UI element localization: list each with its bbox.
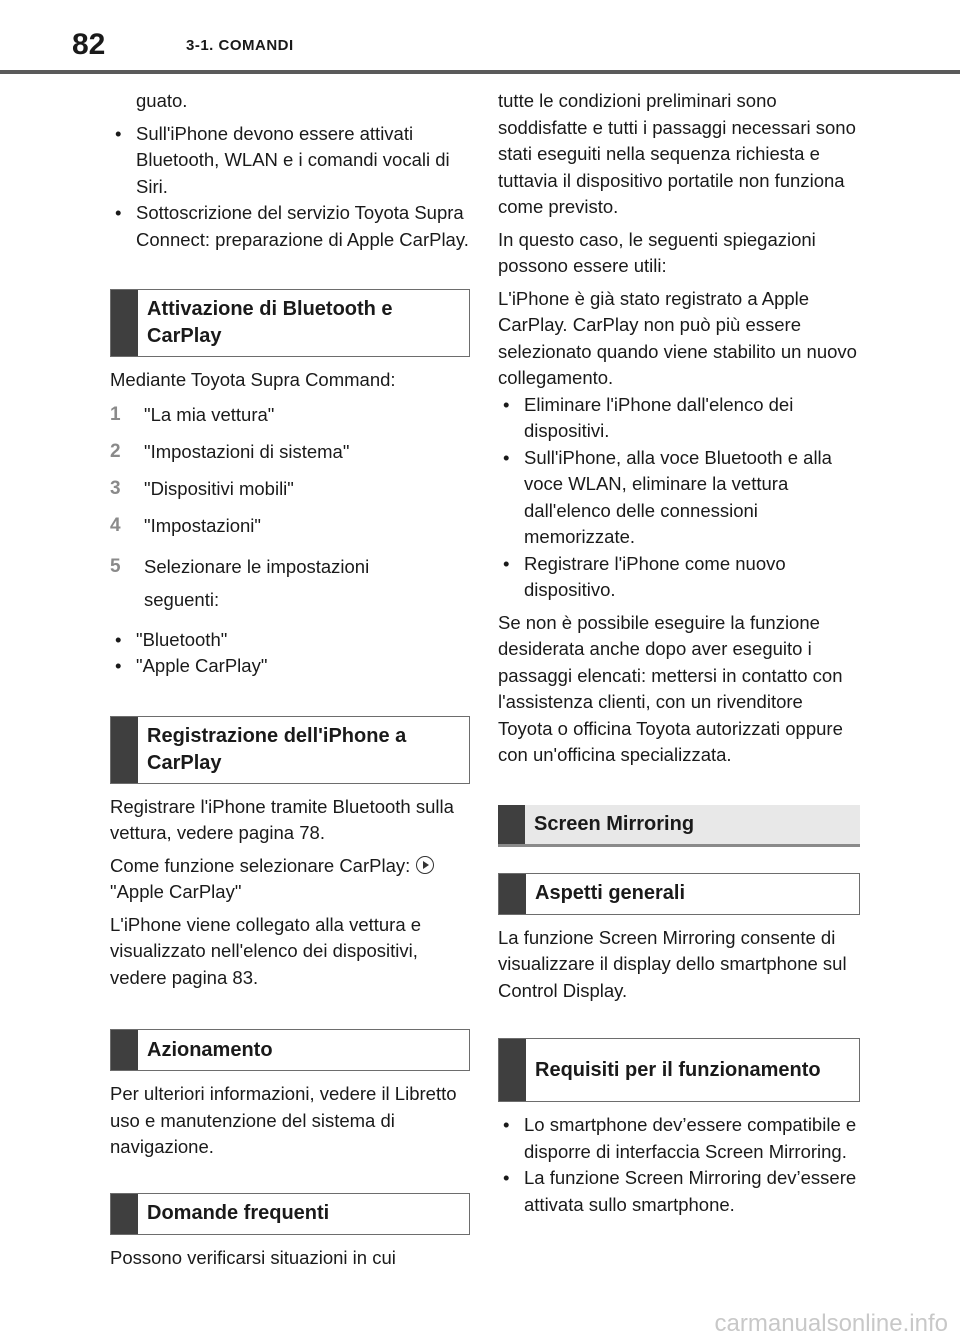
step-item [110,513,470,539]
list-item: • La funzione Screen Mirroring dev’essere attivata sullo smartphone. [498,1165,860,1218]
chapter-title: 3-1. COMANDI [186,37,294,54]
heading-text: Aspetti generali [535,882,686,904]
list-item: • Sull'iPhone, alla voce Bluetooth e alla voce WLAN, eliminare la vettura dall'elenco delle connessioni memorizzate. [498,445,860,551]
step-text: "La mia vettura" [144,403,275,425]
list-item: • "Apple CarPlay" [110,653,470,680]
right-column [498,88,860,1224]
paragraph: In questo caso, le seguenti spiegazioni possono essere utili: [498,228,816,276]
section-heading-bluetooth [110,289,470,357]
paragraph: La funzione Screen Mirroring consente di visualizzare il display dello smartphone sul Control Display. [498,926,847,1001]
paragraph-text: Come funzione selezionare CarPlay: [110,854,411,876]
step-text: "Impostazioni di sistema" [144,440,350,462]
heading-text: Domande frequenti [147,1202,330,1224]
step-number: 4 [110,514,121,536]
requirements-list [498,1112,860,1218]
step-text: Selezionare le impostazioni seguenti: [144,555,370,610]
step-number: 1 [110,403,121,425]
section-heading-faq [110,1193,470,1235]
paragraph: Possono verificarsi situazioni in cui [110,1246,396,1268]
section-heading-operation [110,1029,470,1071]
paragraph: L'iPhone è già stato registrato a Apple CarPlay. CarPlay non può più essere selezionato quando viene stabilito un nuovo collegamento. [498,287,857,388]
play-arrow-icon [416,856,434,874]
paragraph-text: "Apple CarPlay" [110,881,242,902]
section-heading-general [498,873,860,915]
heading-text: Azionamento [147,1038,273,1061]
paragraph: tutte le condizioni preliminari sono soddisfatte e tutti i passaggi necessari sono stati eseguiti nella sequenza richiesta e tuttavia il dispositivo portatile non funziona come previsto. [498,90,856,217]
paragraph: L'iPhone viene collegato alla vettura e visualizzato nell'elenco dei dispositivi, vedere pagina 83. [110,913,422,988]
list-item: • "Bluetooth" [110,627,470,654]
heading-text: Requisiti per il funzionamento [535,1058,821,1081]
step-item [110,439,470,465]
section-heading-registration [110,716,470,784]
left-column [110,88,470,1277]
step-text: "Dispositivi mobili" [144,477,294,499]
step-item [110,476,470,502]
heading-text: Screen Mirroring [534,812,695,835]
chapter-heading-screen-mirroring [498,805,860,847]
step-number: 5 [110,555,121,577]
step-item [110,402,470,428]
list-item: • Sull'iPhone devono essere attivati Bluetooth, WLAN e i comandi vocali di Siri. [110,121,470,201]
list-item: • Registrare l'iPhone come nuovo dispositivo. [498,551,860,604]
requirements-list [110,121,470,254]
settings-list [110,627,470,680]
paragraph: Per ulteriori informazioni, vedere il Libretto uso e manutenzione del sistema di navigazione. [110,1083,457,1157]
paragraph: Se non è possibile eseguire la funzione desiderata anche dopo aver eseguito i passaggi elencati: mettersi in contatto con l'assistenza clienti, con un rivenditore Toyota o officina Toyota autorizzati oppure con un'officina specializzata. [498,611,843,765]
header-rule [0,70,960,74]
paragraph: Registrare l'iPhone tramite Bluetooth sulla vettura, vedere pagina 78. [110,795,454,843]
paragraph: Mediante Toyota Supra Command: [110,369,396,390]
continued-text: guato. [136,90,188,111]
list-item: • Sottoscrizione del servizio Toyota Supra Connect: preparazione di Apple CarPlay. [110,200,470,253]
steps-list [110,402,470,616]
paragraph [110,853,470,906]
step-text: "Impostazioni" [144,514,261,536]
step-number: 2 [110,440,121,462]
step-number: 3 [110,477,121,499]
step-item [110,550,470,616]
heading-text: Registrazione dell'iPhone a CarPlay [147,724,407,774]
heading-text: Attivazione di Bluetooth e CarPlay [147,298,393,347]
section-heading-requirements [498,1038,860,1102]
troubleshooting-list [498,392,860,604]
watermark: carmanualsonline.info [714,1310,948,1337]
list-item: • Lo smartphone dev’essere compatibile e disporre di interfaccia Screen Mirroring. [498,1112,860,1165]
list-item: • Eliminare l'iPhone dall'elenco dei dispositivi. [498,392,860,445]
page-number: 82 [72,28,106,61]
